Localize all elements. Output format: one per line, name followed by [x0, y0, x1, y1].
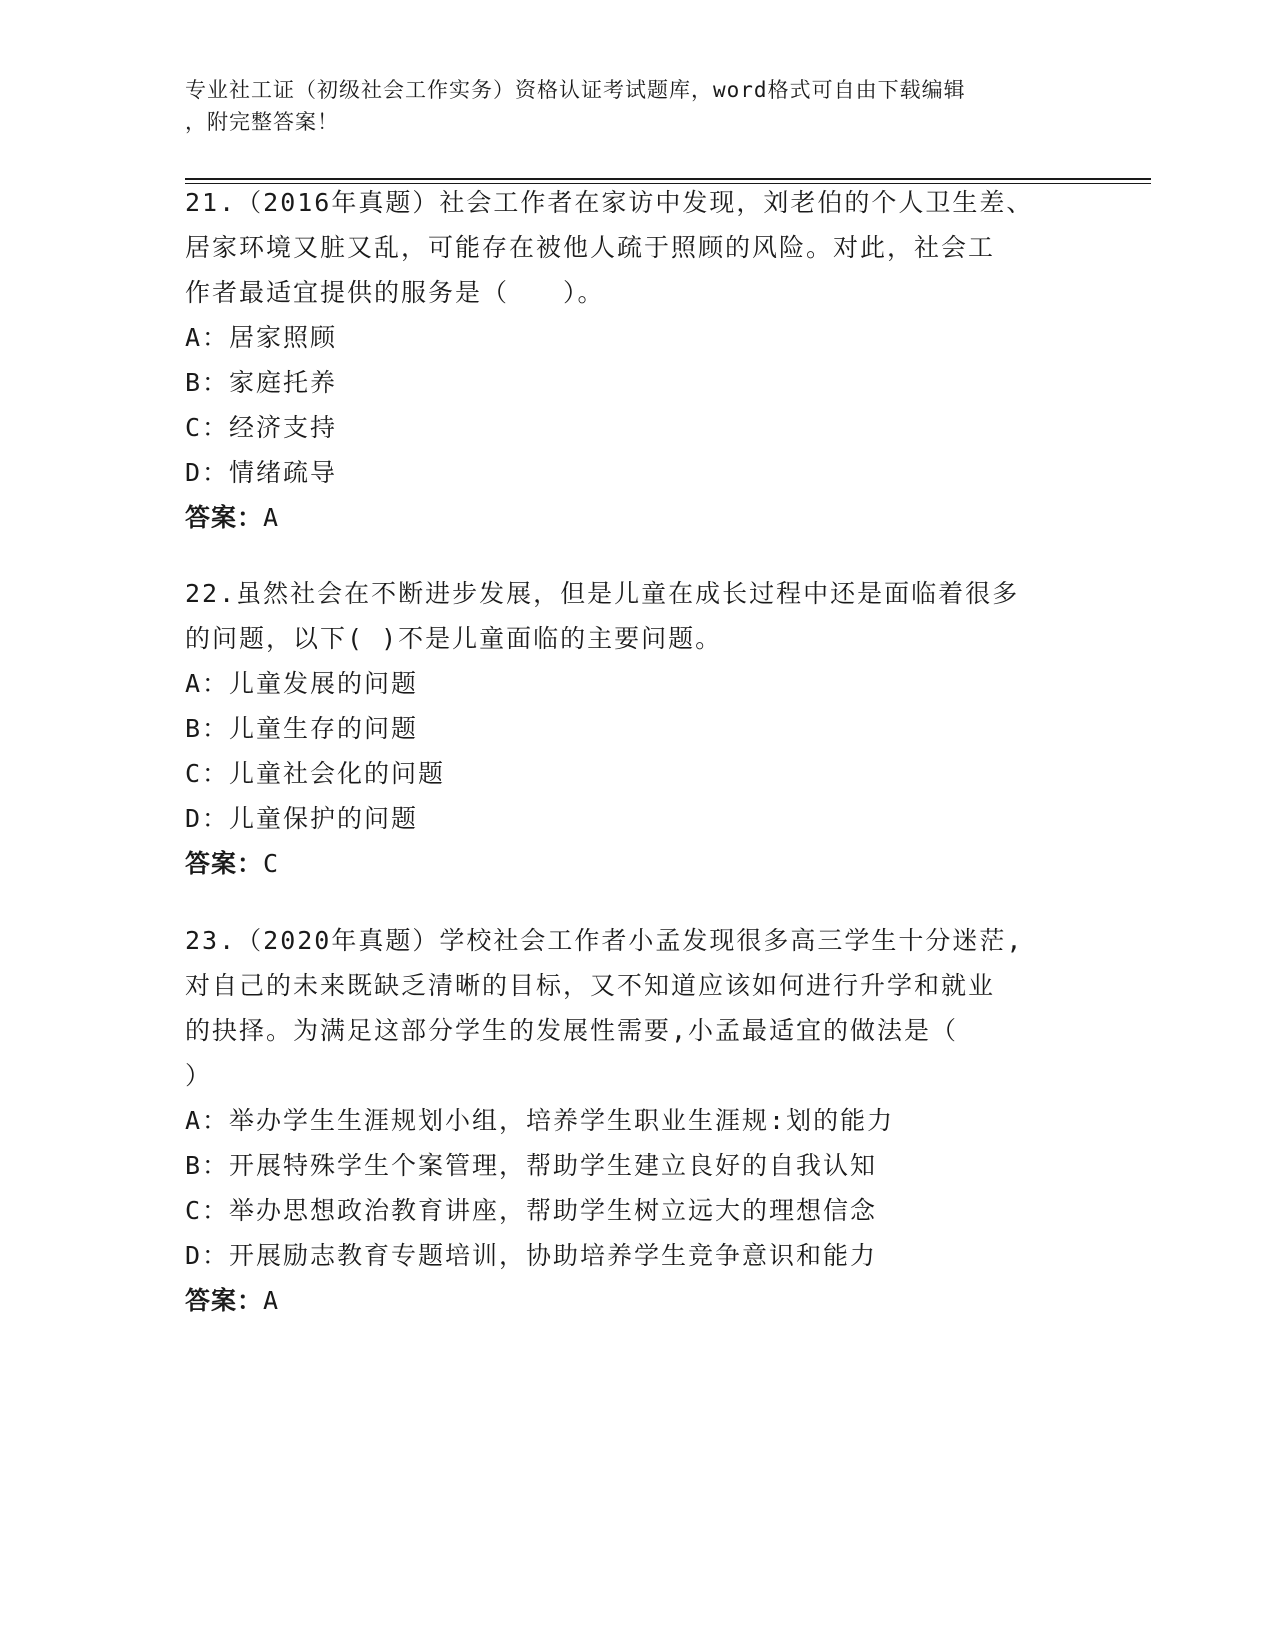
answer-line: [185, 495, 1085, 540]
document-header: [185, 74, 1085, 138]
option-c: C：举办思想政治教育讲座，帮助学生树立远大的理想信念: [185, 1196, 878, 1225]
option-d: D：情绪疏导: [185, 458, 338, 487]
option-d: D：儿童保护的问题: [185, 804, 419, 833]
question-23: [185, 918, 1085, 1323]
header-line-1: 专业社工证（初级社会工作实务）资格认证考试题库，word格式可自由下载编辑: [185, 78, 966, 102]
answer-value: A: [263, 1286, 280, 1315]
option-b: B：儿童生存的问题: [185, 714, 419, 743]
question-text-line: 对自己的未来既缺乏清晰的目标，又不知道应该如何进行升学和就业: [185, 971, 996, 1000]
question-22: [185, 571, 1085, 886]
question-21: [185, 180, 1085, 540]
answer-line: [185, 841, 1085, 886]
question-text-line: 21.（2016年真题）社会工作者在家访中发现，刘老伯的个人卫生差、: [185, 188, 1034, 217]
question-text-line: ）: [185, 1061, 213, 1090]
question-text-line: 23.（2020年真题）学校社会工作者小孟发现很多高三学生十分迷茫,: [185, 926, 1024, 955]
option-a: A：举办学生生涯规划小组，培养学生职业生涯规:划的能力: [185, 1106, 895, 1135]
question-text-line: 22.虽然社会在不断进步发展，但是儿童在成长过程中还是面临着很多: [185, 579, 1020, 608]
option-c: C：经济支持: [185, 413, 338, 442]
answer-line: [185, 1278, 1085, 1323]
option-b: B：开展特殊学生个案管理，帮助学生建立良好的自我认知: [185, 1151, 878, 1180]
question-text-line: 居家环境又脏又乱，可能存在被他人疏于照顾的风险。对此，社会工: [185, 233, 996, 262]
question-text-line: 的抉择。为满足这部分学生的发展性需要,小孟最适宜的做法是（: [185, 1016, 959, 1045]
option-a: A：居家照顾: [185, 323, 338, 352]
answer-value: C: [263, 849, 280, 878]
option-c: C：儿童社会化的问题: [185, 759, 446, 788]
option-d: D：开展励志教育专题培训，协助培养学生竞争意识和能力: [185, 1241, 878, 1270]
question-text-line: 的问题，以下( )不是儿童面临的主要问题。: [185, 624, 723, 653]
answer-label: 答案：: [185, 1286, 264, 1315]
answer-label: 答案：: [185, 503, 264, 532]
option-b: B：家庭托养: [185, 368, 338, 397]
header-line-2: ，附完整答案！: [185, 110, 339, 134]
option-a: A：儿童发展的问题: [185, 669, 419, 698]
answer-label: 答案：: [185, 849, 264, 878]
question-text-line: 作者最适宜提供的服务是（ ）。: [185, 278, 605, 307]
answer-value: A: [263, 503, 280, 532]
